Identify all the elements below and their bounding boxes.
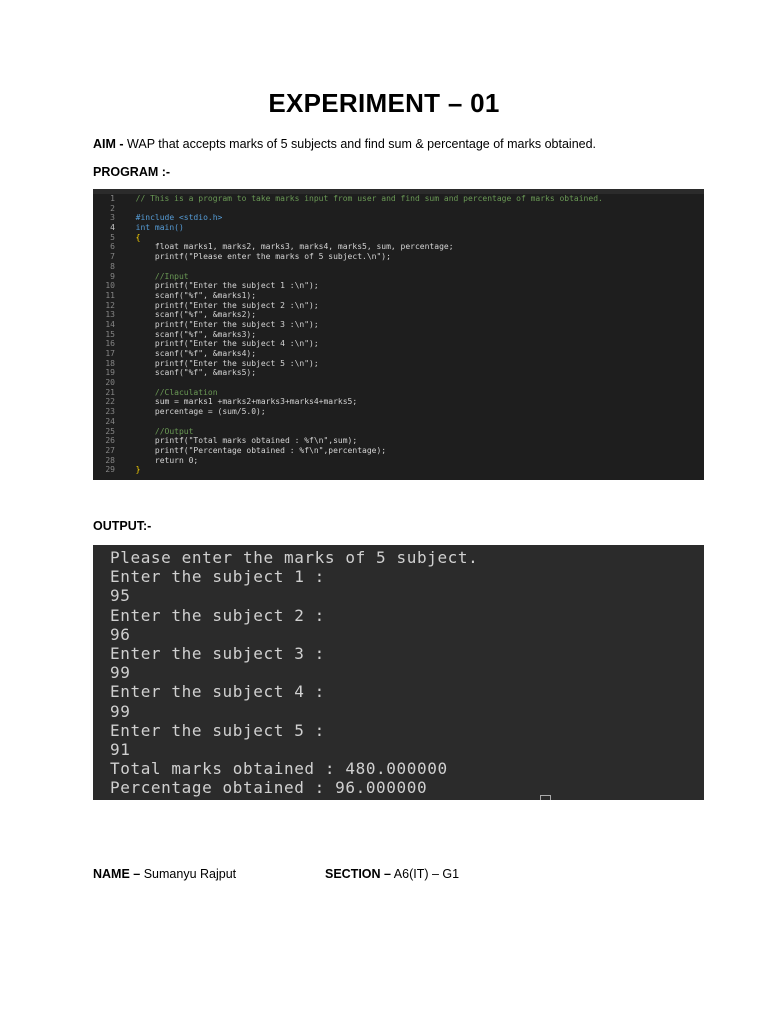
console-lines (110, 548, 704, 798)
code-line (93, 291, 704, 301)
code-line (93, 194, 704, 204)
code-text: //Input (126, 271, 189, 281)
line-number: 3 (110, 213, 115, 223)
line-number: 10 (105, 281, 115, 291)
code-text: } (126, 465, 141, 475)
line-number: 26 (105, 436, 115, 446)
code-line (93, 252, 704, 262)
code-text: printf("Enter the subject 4 :\n"); (126, 339, 319, 349)
line-number: 19 (105, 368, 115, 378)
code-line (93, 397, 704, 407)
line-number: 27 (105, 445, 115, 455)
student-name (93, 867, 236, 881)
line-number: 6 (110, 242, 115, 252)
aim-label: AIM - (93, 137, 124, 151)
output-heading: OUTPUT:- (93, 519, 152, 533)
console-line: Total marks obtained : 480.000000 (110, 759, 448, 779)
code-line (93, 272, 704, 282)
line-number: 8 (110, 261, 115, 271)
line-number: 16 (105, 339, 115, 349)
line-number: 7 (110, 252, 115, 262)
name-value: Sumanyu Rajput (140, 867, 237, 881)
code-line (93, 242, 704, 252)
console-line: Please enter the marks of 5 subject. (110, 548, 479, 567)
code-text: printf("Please enter the marks of 5 subject.\n"); (126, 252, 391, 262)
aim-paragraph (93, 137, 596, 151)
code-line (93, 262, 704, 272)
code-line (93, 436, 704, 446)
code-text: printf("Enter the subject 5 :\n"); (126, 358, 319, 368)
section-label: SECTION – (325, 867, 391, 881)
console-line: Enter the subject 3 : (110, 644, 325, 664)
code-line (93, 417, 704, 427)
line-number: 12 (105, 300, 115, 310)
console-line: Enter the subject 1 : (110, 567, 325, 587)
console-line: Percentage obtained : 96.000000 (110, 778, 428, 798)
code-line (93, 320, 704, 330)
name-label: NAME – (93, 867, 141, 881)
code-line (93, 281, 704, 291)
code-text: #include <stdio.h> (126, 213, 223, 223)
code-text: scanf("%f", &marks5); (126, 368, 257, 378)
console-line: 99 (110, 701, 131, 721)
code-line (93, 446, 704, 456)
line-number: 11 (105, 290, 115, 300)
code-line (93, 204, 704, 214)
line-number: 28 (105, 455, 115, 465)
console-line: Enter the subject 2 : (110, 605, 325, 625)
line-number: 29 (105, 465, 115, 475)
code-line (93, 456, 704, 466)
code-text: printf("Percentage obtained : %f\n",percentage); (126, 445, 387, 455)
code-lines (93, 194, 704, 475)
code-line (93, 465, 704, 475)
code-screenshot (93, 189, 704, 480)
code-text: //Output (126, 426, 194, 436)
code-text: scanf("%f", &marks1); (126, 290, 257, 300)
console-line: 96 (110, 624, 131, 644)
console-output-screenshot (93, 545, 704, 800)
code-line (93, 330, 704, 340)
line-number: 20 (105, 378, 115, 388)
line-number: 17 (105, 349, 115, 358)
console-line: 99 (110, 663, 131, 683)
code-text: // This is a program to take marks input from user and find sum and percentage of marks obtained. (126, 194, 603, 203)
code-line (93, 388, 704, 398)
code-line (93, 407, 704, 417)
line-number: 2 (110, 203, 115, 213)
code-line (93, 359, 704, 369)
code-line (93, 223, 704, 233)
console-line: Enter the subject 5 : (110, 720, 325, 740)
aim-text: WAP that accepts marks of 5 subjects and find sum & percentage of marks obtained. (123, 137, 597, 151)
line-number: 14 (105, 319, 115, 329)
line-number: 18 (105, 358, 115, 368)
code-text: sum = marks1 +marks2+marks3+marks4+marks5; (126, 397, 358, 407)
line-number: 5 (110, 232, 115, 242)
code-text: return 0; (126, 455, 199, 465)
line-number: 24 (105, 416, 115, 426)
code-text: printf("Enter the subject 1 :\n"); (126, 281, 319, 291)
console-line: 91 (110, 740, 131, 760)
line-number: 22 (105, 397, 115, 407)
console-line: 95 (110, 586, 131, 606)
code-line (93, 213, 704, 223)
text-cursor-icon (540, 795, 551, 800)
code-line (93, 301, 704, 311)
code-text: scanf("%f", &marks3); (126, 329, 257, 339)
page-title: EXPERIMENT – 01 (268, 88, 500, 118)
code-line (93, 378, 704, 388)
code-text: scanf("%f", &marks4); (126, 349, 257, 358)
code-text: { (126, 232, 141, 242)
line-number: 15 (105, 329, 115, 339)
code-text: //Claculation (126, 387, 218, 397)
code-text: float marks1, marks2, marks3, marks4, marks5, sum, percentage; (126, 242, 454, 252)
line-number: 25 (105, 426, 115, 436)
line-number: 23 (105, 407, 115, 417)
console-line: Enter the subject 4 : (110, 682, 325, 702)
code-text: printf("Total marks obtained : %f\n",sum); (126, 436, 358, 446)
student-section (325, 867, 459, 881)
code-text: scanf("%f", &marks2); (126, 310, 257, 320)
code-text: percentage = (sum/5.0); (126, 407, 266, 417)
code-text: printf("Enter the subject 3 :\n"); (126, 319, 319, 329)
code-line (93, 368, 704, 378)
code-line (93, 233, 704, 243)
code-line (93, 310, 704, 320)
code-text: printf("Enter the subject 2 :\n"); (126, 300, 319, 310)
code-text: int main() (126, 223, 184, 233)
code-line (93, 339, 704, 349)
line-number: 9 (110, 271, 115, 281)
code-line (93, 427, 704, 437)
line-number: 1 (110, 194, 115, 203)
program-heading: PROGRAM :- (93, 165, 171, 179)
line-number: 21 (105, 387, 115, 397)
code-line (93, 349, 704, 359)
line-number: 4 (110, 223, 115, 233)
line-number: 13 (105, 310, 115, 320)
section-value: A6(IT) – G1 (391, 867, 460, 881)
